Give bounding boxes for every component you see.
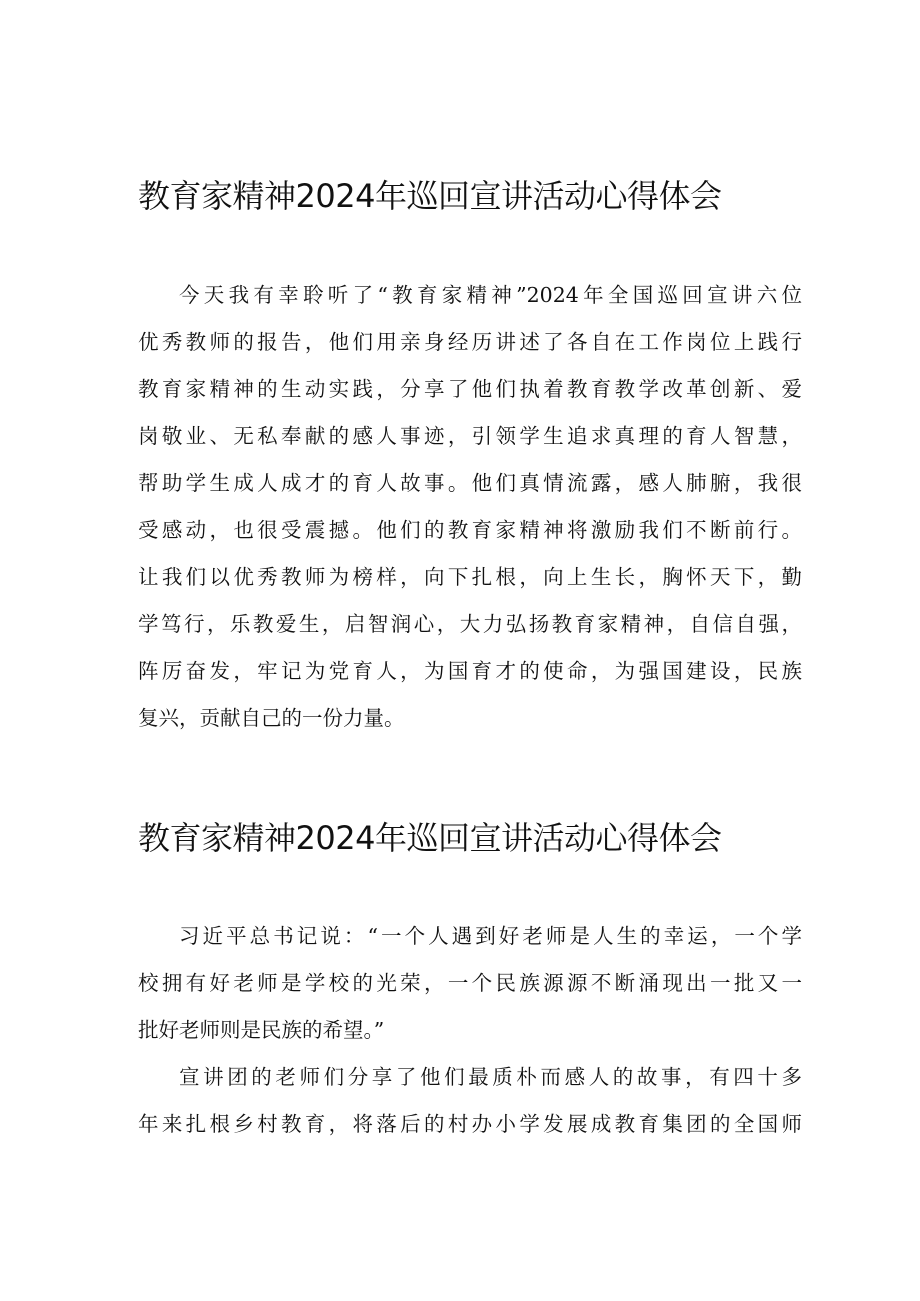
text-line: 教育家精神的生动实践，分享了他们执着教育教学改革创新、爱: [138, 377, 802, 401]
text-line: 让我们以优秀教师为榜样，向下扎根，向上生长，胸怀天下，勤: [138, 565, 802, 589]
essay-paragraph: [138, 272, 802, 742]
essay-paragraph: [138, 1054, 802, 1148]
text-line: 批好老师则是民族的希望。”: [138, 1018, 385, 1042]
text-line: 学笃行，乐教爱生，启智润心，大力弘扬教育家精神，自信自强，: [138, 612, 802, 636]
text-line: 受感动，也很受震撼。他们的教育家精神将激励我们不断前行。: [138, 518, 802, 542]
text-line: 宣讲团的老师们分享了他们最质朴而感人的故事，有四十多: [179, 1065, 802, 1089]
essay-paragraph: [138, 913, 802, 1054]
text-line: 校拥有好老师是学校的光荣，一个民族源源不断涌现出一批又一: [138, 971, 802, 995]
text-line: 年来扎根乡村教育，将落后的村办小学发展成教育集团的全国师: [138, 1112, 802, 1136]
essay-section-2: [138, 814, 802, 1148]
text-line: 岗敬业、无私奉献的感人事迹，引领学生追求真理的育人智慧，: [138, 424, 802, 448]
text-line: 阵厉奋发，牢记为党育人，为国育才的使命，为强国建设，民族: [138, 659, 802, 683]
essay-section-1: [138, 172, 802, 742]
text-line: 帮助学生成人成才的育人故事。他们真情流露，感人肺腑，我很: [138, 471, 802, 495]
text-line: 今天我有幸聆听了“教育家精神”2024年全国巡回宣讲六位: [179, 283, 802, 307]
text-line: 习近平总书记说：“一个人遇到好老师是人生的幸运，一个学: [179, 924, 802, 948]
text-line: 优秀教师的报告，他们用亲身经历讲述了各自在工作岗位上践行: [138, 330, 802, 354]
essay-title: 教育家精神2024年巡回宣讲活动心得体会: [138, 177, 722, 215]
text-line: 复兴，贡献自己的一份力量。: [138, 706, 405, 730]
essay-title: 教育家精神2024年巡回宣讲活动心得体会: [138, 819, 722, 857]
